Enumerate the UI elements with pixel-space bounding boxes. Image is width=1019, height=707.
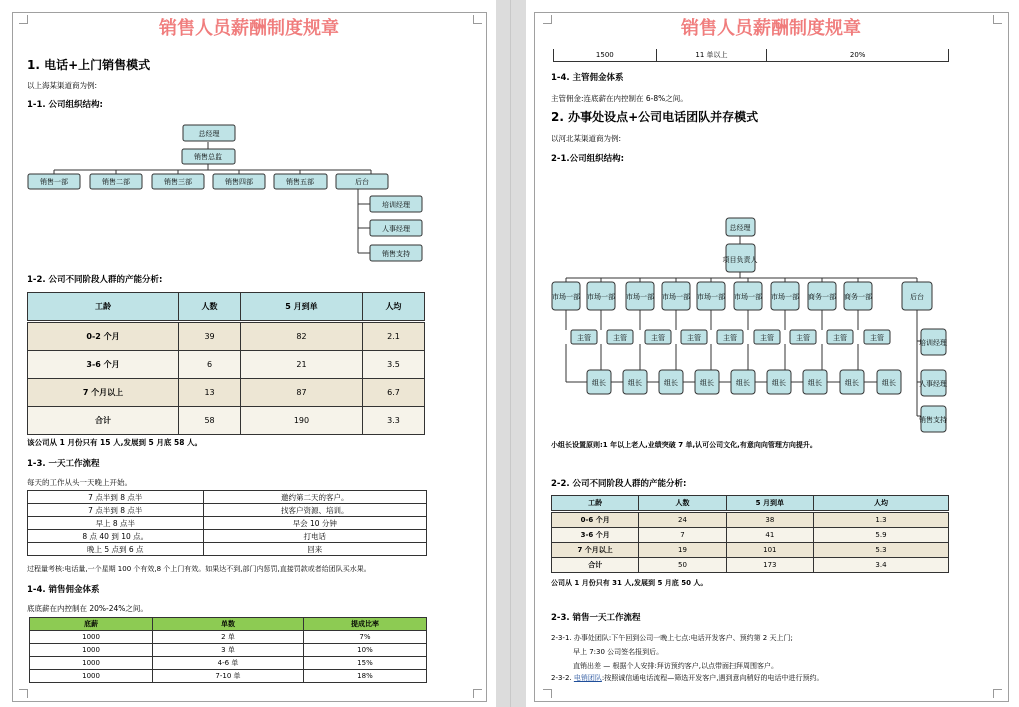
org2-box-unit-2: [587, 282, 615, 310]
org2-box-leader: [731, 370, 755, 394]
svg-text:销售四部: 销售四部: [225, 178, 253, 186]
org2-box-unit-9: [844, 282, 872, 310]
table-header: 人数: [639, 496, 726, 511]
table-header: 5 月到单: [726, 496, 813, 511]
org2-box-sales-support: [919, 406, 947, 432]
subsection-heading-org: 1-1. 公司组织结构:: [27, 100, 103, 110]
org-chart-2: [535, 198, 1009, 424]
org2-box-leader: [803, 370, 827, 394]
table-row: 晚上 5 点到 6 点 回来: [28, 543, 427, 556]
flow-line-3: 直销出差 — 根据个人安排:拜访预约客户,以点带面扫拜周围客户。: [573, 662, 779, 670]
org-box-dept-2: [90, 174, 142, 189]
subsection-heading-org: 2-1.公司组织结构:: [551, 154, 624, 164]
table-row: 1500 11 单以上 20%: [554, 49, 949, 61]
flow-line-2: 早上 7:30 公司签名报到后。: [573, 648, 664, 656]
flow-table-1: [27, 490, 427, 556]
subsection-heading-commission: 1-4. 销售佣金体系: [27, 585, 100, 595]
crop-mark: [19, 689, 28, 698]
section-heading-1: 1. 电话+上门销售模式: [27, 58, 151, 72]
org2-box-supervisor: [790, 330, 816, 344]
table-header: 人均: [813, 496, 948, 511]
table-row: 8 点 40 到 10 点。 打电话: [28, 530, 427, 543]
org2-box-unit-7: [771, 282, 799, 310]
table-row: 7 个月以上 19 101 5.3: [552, 543, 949, 558]
table-row: 3-6 个月 6 21 3.5: [28, 351, 425, 379]
svg-text:销售支持: 销售支持: [382, 250, 410, 258]
org-box-dept-4: [213, 174, 265, 189]
output-table-2: [551, 495, 949, 573]
svg-text:培训经理: 培训经理: [382, 201, 410, 209]
svg-text:市场一部: 市场一部: [626, 293, 654, 301]
table-header: 单数: [153, 618, 304, 631]
crop-mark: [473, 689, 482, 698]
org-box-director: [182, 149, 235, 164]
svg-text:组长: 组长: [736, 379, 750, 387]
svg-text:商务一部: 商务一部: [808, 293, 836, 301]
org2-box-unit-4: [662, 282, 690, 310]
growth-note: 公司从 1 月份只有 31 人,发展到 5 月底 50 人。: [551, 579, 708, 587]
svg-text:组长: 组长: [772, 379, 786, 387]
document-page-1: [12, 12, 487, 702]
example-text: 以上海某渠道商为例:: [27, 81, 98, 90]
org2-box-unit-6: [734, 282, 762, 310]
svg-text:组长: 组长: [700, 379, 714, 387]
org2-box-project-lead: [723, 244, 758, 272]
telesales-team-link[interactable]: 电销团队: [573, 674, 602, 682]
svg-text:销售三部: 销售三部: [164, 178, 192, 186]
svg-text:主管: 主管: [577, 334, 591, 342]
svg-text:组长: 组长: [664, 379, 678, 387]
org2-box-unit-8: [808, 282, 836, 310]
org2-box-root: [726, 218, 755, 236]
svg-text:总经理: 总经理: [198, 130, 220, 138]
table-row: 0-6 个月 24 38 1.3: [552, 513, 949, 528]
org2-box-training-manager: [919, 329, 947, 355]
leader-note: 小组长设置原则:1 年以上老人,业绩突破 7 单,认可公司文化,有意向向管理方向提升。: [551, 441, 817, 449]
svg-text:主管: 主管: [723, 334, 737, 342]
org2-box-supervisor: [645, 330, 671, 344]
org2-box-leader: [623, 370, 647, 394]
org2-box-supervisor: [864, 330, 890, 344]
crop-mark: [993, 15, 1002, 24]
svg-text:销售总监: 销售总监: [194, 153, 222, 161]
svg-text:市场一部: 市场一部: [734, 293, 762, 301]
svg-text:主管: 主管: [651, 334, 665, 342]
subsection-heading-output: 1-2. 公司不同阶段人群的产能分析:: [27, 275, 163, 285]
svg-text:主管: 主管: [613, 334, 627, 342]
page-divider: [510, 0, 511, 707]
svg-text:市场一部: 市场一部: [587, 293, 615, 301]
svg-text:培训经理: 培训经理: [919, 339, 947, 347]
org2-box-backoffice: [902, 282, 932, 310]
org2-box-leader: [659, 370, 683, 394]
table-row: 1000 4-6 单 15%: [30, 657, 427, 670]
org2-box-leader: [840, 370, 864, 394]
svg-text:项目负责人: 项目负责人: [722, 256, 758, 264]
table-row: 7 点半到 8 点半 找客户资源、培训。: [28, 504, 427, 517]
svg-text:后台: 后台: [910, 293, 924, 301]
table-header: 底薪: [30, 618, 153, 631]
svg-text:组长: 组长: [882, 379, 896, 387]
table-header: 工龄: [28, 293, 179, 321]
svg-text:主管: 主管: [796, 334, 810, 342]
crop-mark: [543, 689, 552, 698]
commission-table-continued: [553, 49, 949, 62]
org2-box-supervisor: [717, 330, 743, 344]
table-header: 5 月到单: [241, 293, 363, 321]
flow-line-4-prefix: 2-3-2.: [551, 674, 572, 682]
org2-box-supervisor: [571, 330, 597, 344]
svg-text:销售二部: 销售二部: [102, 178, 130, 186]
example-text: 以河北某渠道商为例:: [551, 134, 622, 143]
org2-box-unit-1: [552, 282, 580, 310]
org-box-backoffice: [336, 174, 388, 189]
org-box-hr-manager: [370, 220, 422, 236]
org2-box-leader: [695, 370, 719, 394]
svg-text:主管: 主管: [833, 334, 847, 342]
svg-text:销售支持: 销售支持: [919, 416, 947, 424]
org-box-sales-support: [370, 245, 422, 261]
org-box-dept-3: [152, 174, 204, 189]
table-header: 工龄: [552, 496, 639, 511]
org-box-dept-5: [274, 174, 327, 189]
process-note: 过程量考核:电话量,一个星期 100 个有效,8 个上门有效。如果达不到,部门内惩罚,直接罚款或者给团队买水果。: [27, 565, 371, 573]
output-table-1: [27, 292, 425, 435]
table-row: 合计 50 173 3.4: [552, 558, 949, 573]
svg-text:人事经理: 人事经理: [382, 225, 410, 233]
org2-box-leader: [587, 370, 611, 394]
table-header: 人均: [362, 293, 424, 321]
svg-text:后台: 后台: [355, 178, 369, 186]
org2-box-unit-5: [697, 282, 725, 310]
flow-line-4-rest: :按照诚信通电话流程—筛选开发客户,遇到意向稍好的电话中进行预约。: [601, 674, 824, 682]
document-page-2: [534, 12, 1009, 702]
crop-mark: [543, 15, 552, 24]
svg-text:销售五部: 销售五部: [286, 178, 314, 186]
svg-text:人事经理: 人事经理: [919, 380, 947, 388]
org2-box-leader: [877, 370, 901, 394]
table-row: 0-2 个月 39 82 2.1: [28, 323, 425, 351]
manager-note: 主管佣金:连底薪在内控制在 6-8%之间。: [551, 94, 688, 103]
subsection-heading-output: 2-2. 公司不同阶段人群的产能分析:: [551, 479, 687, 489]
svg-text:主管: 主管: [760, 334, 774, 342]
growth-note: 该公司从 1 月份只有 15 人,发展到 5 月底 58 人。: [27, 438, 203, 447]
svg-text:市场一部: 市场一部: [552, 293, 580, 301]
svg-text:组长: 组长: [592, 379, 606, 387]
table-row: 7 个月以上 13 87 6.7: [28, 379, 425, 407]
org2-box-hr-manager: [919, 370, 947, 396]
table-row: 1000 3 单 10%: [30, 644, 427, 657]
table-row: 7 点半到 8 点半 邀约第二天的客户。: [28, 491, 427, 504]
section-heading-2: 2. 办事处设点+公司电话团队并存模式: [551, 110, 759, 124]
svg-text:商务一部: 商务一部: [844, 293, 872, 301]
org-box-root: [183, 125, 235, 141]
table-header: 人数: [179, 293, 241, 321]
commission-table: [29, 617, 427, 683]
org2-box-supervisor: [681, 330, 707, 344]
svg-text:主管: 主管: [687, 334, 701, 342]
table-row: 3-6 个月 7 41 5.9: [552, 528, 949, 543]
flow-line-4: [551, 673, 823, 683]
table-row: 早上 8 点半 早会 10 分钟: [28, 517, 427, 530]
org2-box-supervisor: [754, 330, 780, 344]
commission-intro: 底底薪在内控制在 20%-24%之间。: [27, 604, 148, 613]
crop-mark: [993, 689, 1002, 698]
svg-text:市场一部: 市场一部: [697, 293, 725, 301]
svg-text:主管: 主管: [870, 334, 884, 342]
table-header: 提成比率: [303, 618, 426, 631]
org-box-training-manager: [370, 196, 422, 212]
svg-text:市场一部: 市场一部: [662, 293, 690, 301]
org2-box-supervisor: [827, 330, 853, 344]
svg-text:总经理: 总经理: [729, 224, 751, 232]
subsection-heading-flow: 1-3. 一天工作流程: [27, 459, 100, 469]
table-row: 1000 7-10 单 18%: [30, 670, 427, 683]
subsection-heading-manager: 1-4. 主管佣金体系: [551, 73, 624, 83]
svg-text:组长: 组长: [808, 379, 822, 387]
org2-box-unit-3: [626, 282, 654, 310]
table-row: 1000 2 单 7%: [30, 631, 427, 644]
table-row: 合计 58 190 3.3: [28, 407, 425, 435]
org2-box-leader: [767, 370, 791, 394]
svg-text:组长: 组长: [845, 379, 859, 387]
document-title: 销售人员薪酬制度规章: [159, 18, 339, 39]
flow-intro: 每天的工作从头一天晚上开始。: [27, 478, 132, 487]
document-title: 销售人员薪酬制度规章: [681, 18, 861, 39]
svg-text:市场一部: 市场一部: [771, 293, 799, 301]
org-chart-1: [13, 13, 487, 273]
org-box-dept-1: [28, 174, 80, 189]
flow-line-1: 2-3-1. 办事处团队:下午回到公司一晚上七点:电话开发客户、预约第 2 天上门;: [551, 634, 793, 642]
svg-text:销售一部: 销售一部: [40, 178, 68, 186]
page-gutter: [496, 0, 526, 707]
org2-box-supervisor: [607, 330, 633, 344]
subsection-heading-flow: 2-3. 销售一天工作流程: [551, 613, 641, 623]
svg-text:组长: 组长: [628, 379, 642, 387]
